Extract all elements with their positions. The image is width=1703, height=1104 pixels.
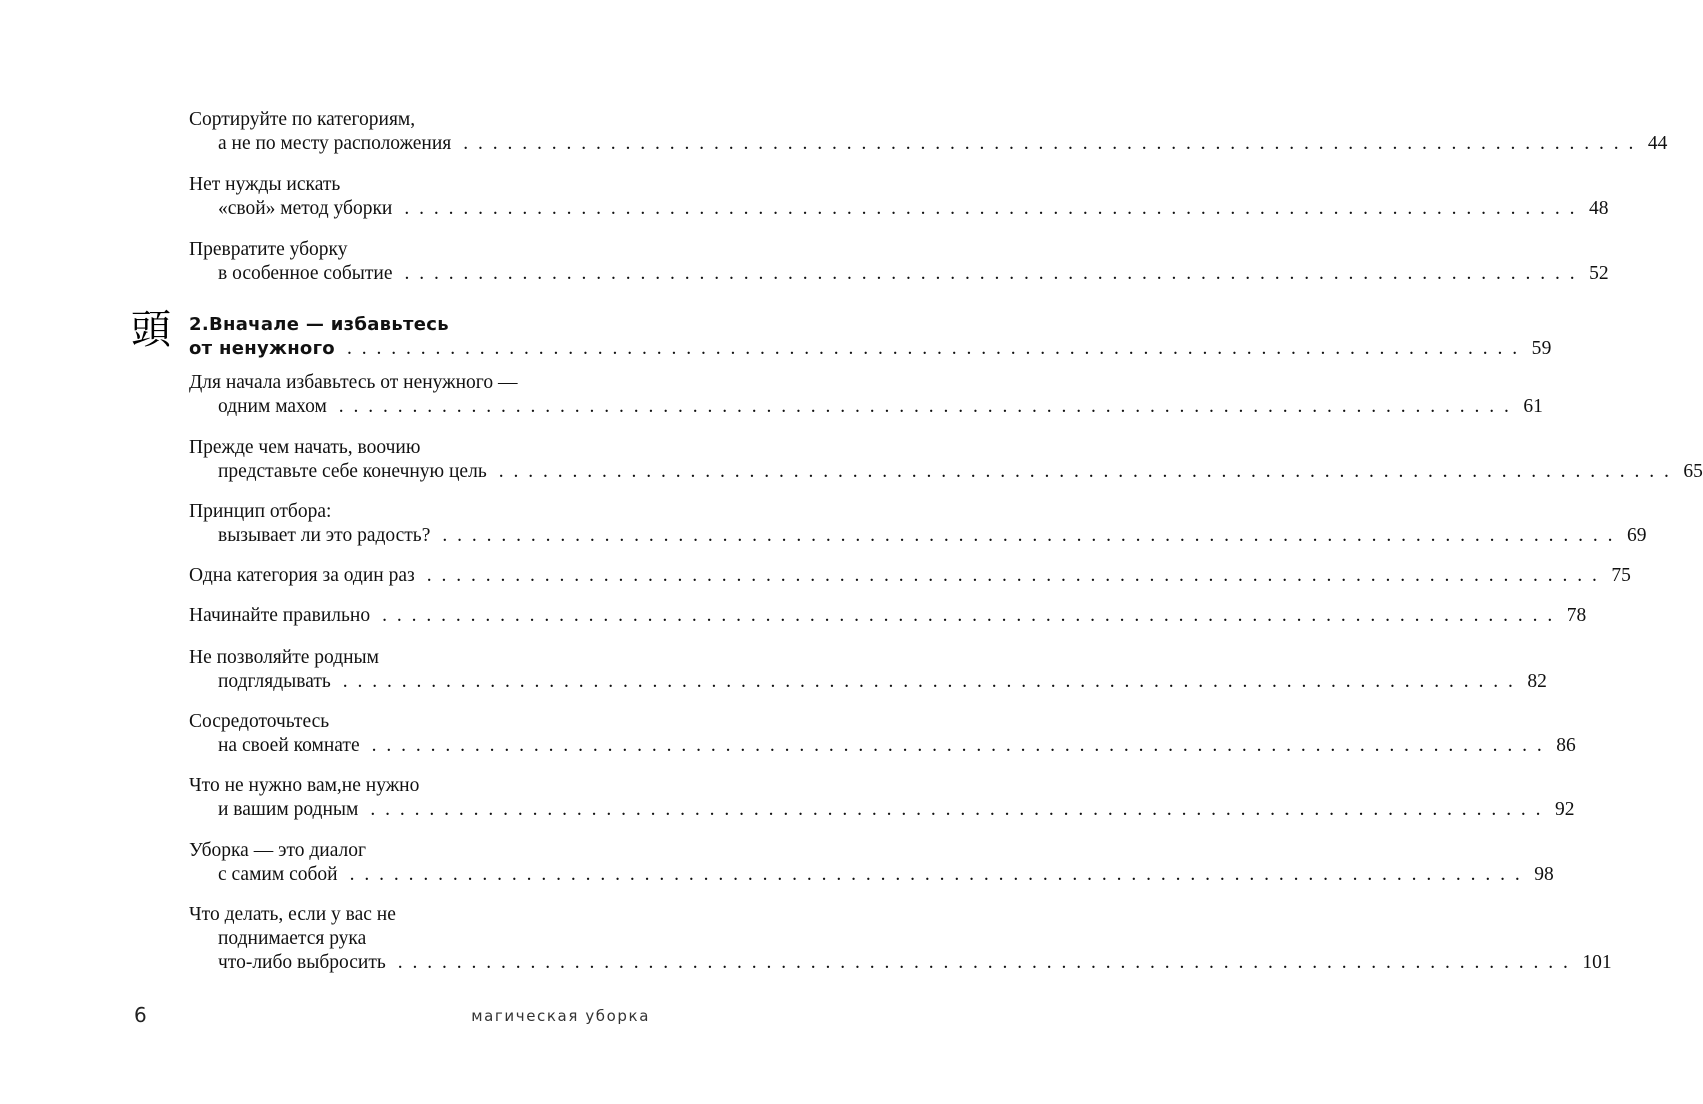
running-title: магическая уборка <box>471 1007 650 1025</box>
toc-entry-text: Начинайте правильно <box>189 605 371 626</box>
toc-entry-text: Не позволяйте родным <box>189 647 379 668</box>
toc-page-number: 44 <box>1647 133 1668 154</box>
toc-page-number: 101 <box>1582 952 1612 973</box>
toc-entry-text: Одна категория за один раз <box>189 565 415 586</box>
dot-leader: . . . . . . . . . . . . . . . . . . . . . . . . . . . . . . . . . . . . . . . . . . . . . . . . . . . . . . . . . . . . . . . . . . . . . . . . . . . . . . . . <box>382 605 1555 626</box>
toc-entry <box>189 500 1647 548</box>
toc-entry <box>189 564 1631 588</box>
toc-entry-text: Прежде чем начать, воочию <box>189 437 421 458</box>
dot-leader: . . . . . . . . . . . . . . . . . . . . . . . . . . . . . . . . . . . . . . . . . . . . . . . . . . . . . . . . . . . . . . . . . . . . . . . . . . . . . . . . <box>349 864 1523 885</box>
toc-entry-text: и вашим родным <box>218 799 359 820</box>
dot-leader: . . . . . . . . . . . . . . . . . . . . . . . . . . . . . . . . . . . . . . . . . . . . . . . . . . . . . . . . . . . . . . . . . . . . . . . . . . . . . . . . <box>463 133 1636 154</box>
toc-chapter-entry <box>189 313 1552 361</box>
toc-entry-text: вызывает ли это радость? <box>218 525 431 546</box>
toc-entry <box>189 774 1575 822</box>
toc-entry-text: а не по месту расположения <box>218 133 452 154</box>
toc-entry-text: одним махом <box>218 396 327 417</box>
toc-entry-text: Нет нужды искать <box>189 174 341 195</box>
toc-page-number: 69 <box>1626 525 1647 546</box>
toc-entry <box>189 839 1554 887</box>
dot-leader: . . . . . . . . . . . . . . . . . . . . . . . . . . . . . . . . . . . . . . . . . . . . . . . . . . . . . . . . . . . . . . . . . . . . . . . . . . . . . . . . <box>338 396 1512 417</box>
dot-leader: . . . . . . . . . . . . . . . . . . . . . . . . . . . . . . . . . . . . . . . . . . . . . . . . . . . . . . . . . . . . . . . . . . . . . . . . . . . . . . . . <box>370 799 1543 820</box>
toc-entry-text: на своей комнате <box>218 735 360 756</box>
toc-entry-text: в особенное событие <box>218 263 393 284</box>
toc-entry-text: Сосредоточьтесь <box>189 711 330 732</box>
toc-page-number: 75 <box>1611 565 1631 586</box>
toc-page-number: 65 <box>1683 461 1703 482</box>
toc-page-number: 82 <box>1527 671 1547 692</box>
dot-leader: . . . . . . . . . . . . . . . . . . . . . . . . . . . . . . . . . . . . . . . . . . . . . . . . . . . . . . . . . . . . . . . . . . . . . . . . . . . . . . . . <box>498 461 1672 482</box>
toc-entry-text: Для начала избавьтесь от ненужного — <box>189 372 518 393</box>
toc-entry <box>189 903 1612 975</box>
toc-entry-text: Превратите уборку <box>189 239 348 260</box>
toc-entry-text: Уборка — это диалог <box>189 840 367 861</box>
dot-leader: . . . . . . . . . . . . . . . . . . . . . . . . . . . . . . . . . . . . . . . . . . . . . . . . . . . . . . . . . . . . . . . . . . . . . . . . . . . . . . . . <box>426 565 1600 586</box>
toc-entry <box>189 108 1668 156</box>
toc-entry <box>189 436 1703 484</box>
toc-page-number: 59 <box>1531 338 1552 359</box>
page-number: 6 <box>134 1003 147 1027</box>
toc-page-number: 48 <box>1588 198 1609 219</box>
toc-entry-text: Принцип отбора: <box>189 501 332 522</box>
dot-leader: . . . . . . . . . . . . . . . . . . . . . . . . . . . . . . . . . . . . . . . . . . . . . . . . . . . . . . . . . . . . . . . . . . . . . . . . . . . . . . . . <box>371 735 1545 756</box>
toc-entry <box>189 173 1609 221</box>
dot-leader: . . . . . . . . . . . . . . . . . . . . . . . . . . . . . . . . . . . . . . . . . . . . . . . . . . . . . . . . . . . . . . . . . . . . . . . . . . . . . . . . <box>442 525 1615 546</box>
toc-entry-text: поднимается рука <box>218 928 367 949</box>
toc-entry-text: 2.Вначале — избавьтесь <box>189 314 449 335</box>
toc-page-number: 86 <box>1556 735 1576 756</box>
toc-page-number: 92 <box>1554 799 1575 820</box>
toc-entry-text: «свой» метод уборки <box>218 198 393 219</box>
toc-entry <box>189 238 1609 286</box>
dot-leader: . . . . . . . . . . . . . . . . . . . . . . . . . . . . . . . . . . . . . . . . . . . . . . . . . . . . . . . . . . . . . . . . . . . . . . . . . . . . . . . . <box>346 338 1520 359</box>
toc-page-number: 78 <box>1566 605 1587 626</box>
toc-entry-text: с самим собой <box>218 864 338 885</box>
toc-entry-text: подглядывать <box>218 671 331 692</box>
toc-entry-text: что-либо выбросить <box>218 952 386 973</box>
toc-page-number: 52 <box>1589 263 1609 284</box>
dot-leader: . . . . . . . . . . . . . . . . . . . . . . . . . . . . . . . . . . . . . . . . . . . . . . . . . . . . . . . . . . . . . . . . . . . . . . . . . . . . . . . . <box>404 263 1578 284</box>
toc-entry-text: Сортируйте по категориям, <box>189 109 416 130</box>
toc-entry <box>189 371 1543 419</box>
toc-entry-text: представьте себе конечную цель <box>218 461 487 482</box>
toc-entry <box>189 710 1576 758</box>
chapter-kanji-icon: 頭 <box>131 307 171 353</box>
dot-leader: . . . . . . . . . . . . . . . . . . . . . . . . . . . . . . . . . . . . . . . . . . . . . . . . . . . . . . . . . . . . . . . . . . . . . . . . . . . . . . . . <box>404 198 1577 219</box>
toc-entry-text: Что не нужно вам,не нужно <box>189 775 420 796</box>
toc-entry <box>189 646 1547 694</box>
toc-entry-text: от ненужного <box>189 338 335 359</box>
dot-leader: . . . . . . . . . . . . . . . . . . . . . . . . . . . . . . . . . . . . . . . . . . . . . . . . . . . . . . . . . . . . . . . . . . . . . . . . . . . . . . . . <box>397 952 1571 973</box>
toc-page-number: 98 <box>1534 864 1554 885</box>
dot-leader: . . . . . . . . . . . . . . . . . . . . . . . . . . . . . . . . . . . . . . . . . . . . . . . . . . . . . . . . . . . . . . . . . . . . . . . . . . . . . . . . <box>342 671 1516 692</box>
toc-entry <box>189 604 1587 628</box>
toc-entry-text: Что делать, если у вас не <box>189 904 396 925</box>
toc-page-number: 61 <box>1523 396 1543 417</box>
